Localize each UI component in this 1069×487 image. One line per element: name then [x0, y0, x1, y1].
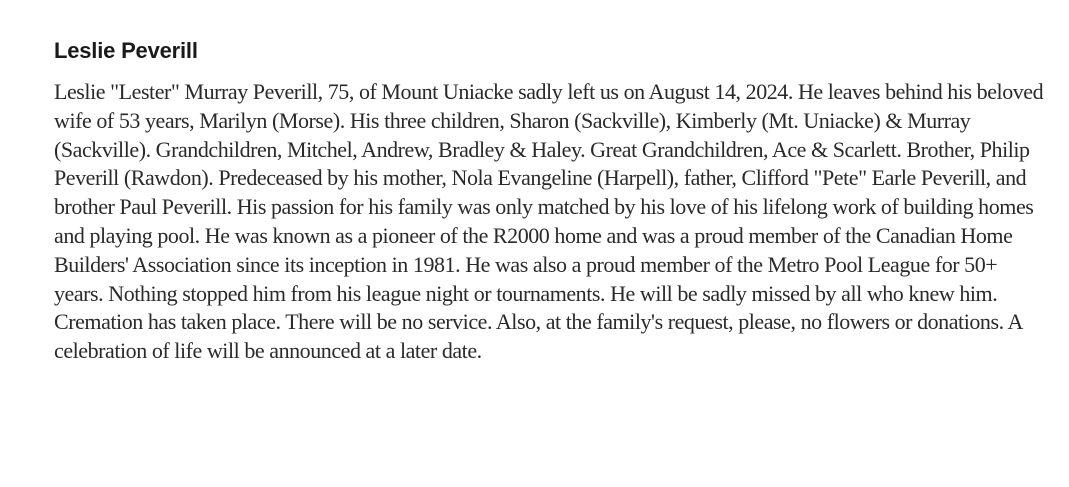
obituary-article [54, 36, 1044, 366]
obituary-text: Leslie "Lester" Murray Peverill, 75, of Mount Uniacke sadly left us on August 14, 2024. He leaves behind his beloved wife of 53 years, Marilyn (Morse). His three children, Sharon (Sackville), Kimberly (Mt. Uniacke) & Murray (Sackville). Grandchildren, Mitchel, Andrew, Bradley & Haley. Great Grandchildren, Ace & Scarlett. Brother, Philip Peverill (Rawdon). Predeceased by his mother, Nola Evangeline (Harpell), father, Clifford "Pete" Earle Peverill, and brother Paul Peverill. His passion for his family was only matched by his love of his lifelong work of building homes and playing pool. He was known as a pioneer of the R2000 home and was a proud member of the Canadian Home Builders' Association since its inception in 1981. He was also a proud member of the Metro Pool League for 50+ years. Nothing stopped him from his league night or tournaments. He will be sadly missed by all who knew him. Cremation has taken place. There will be no service. Also, at the family's request, please, no flowers or donations. A celebration of life will be announced at a later date. [54, 79, 1044, 364]
obituary-title: Leslie Peverill [54, 38, 198, 63]
